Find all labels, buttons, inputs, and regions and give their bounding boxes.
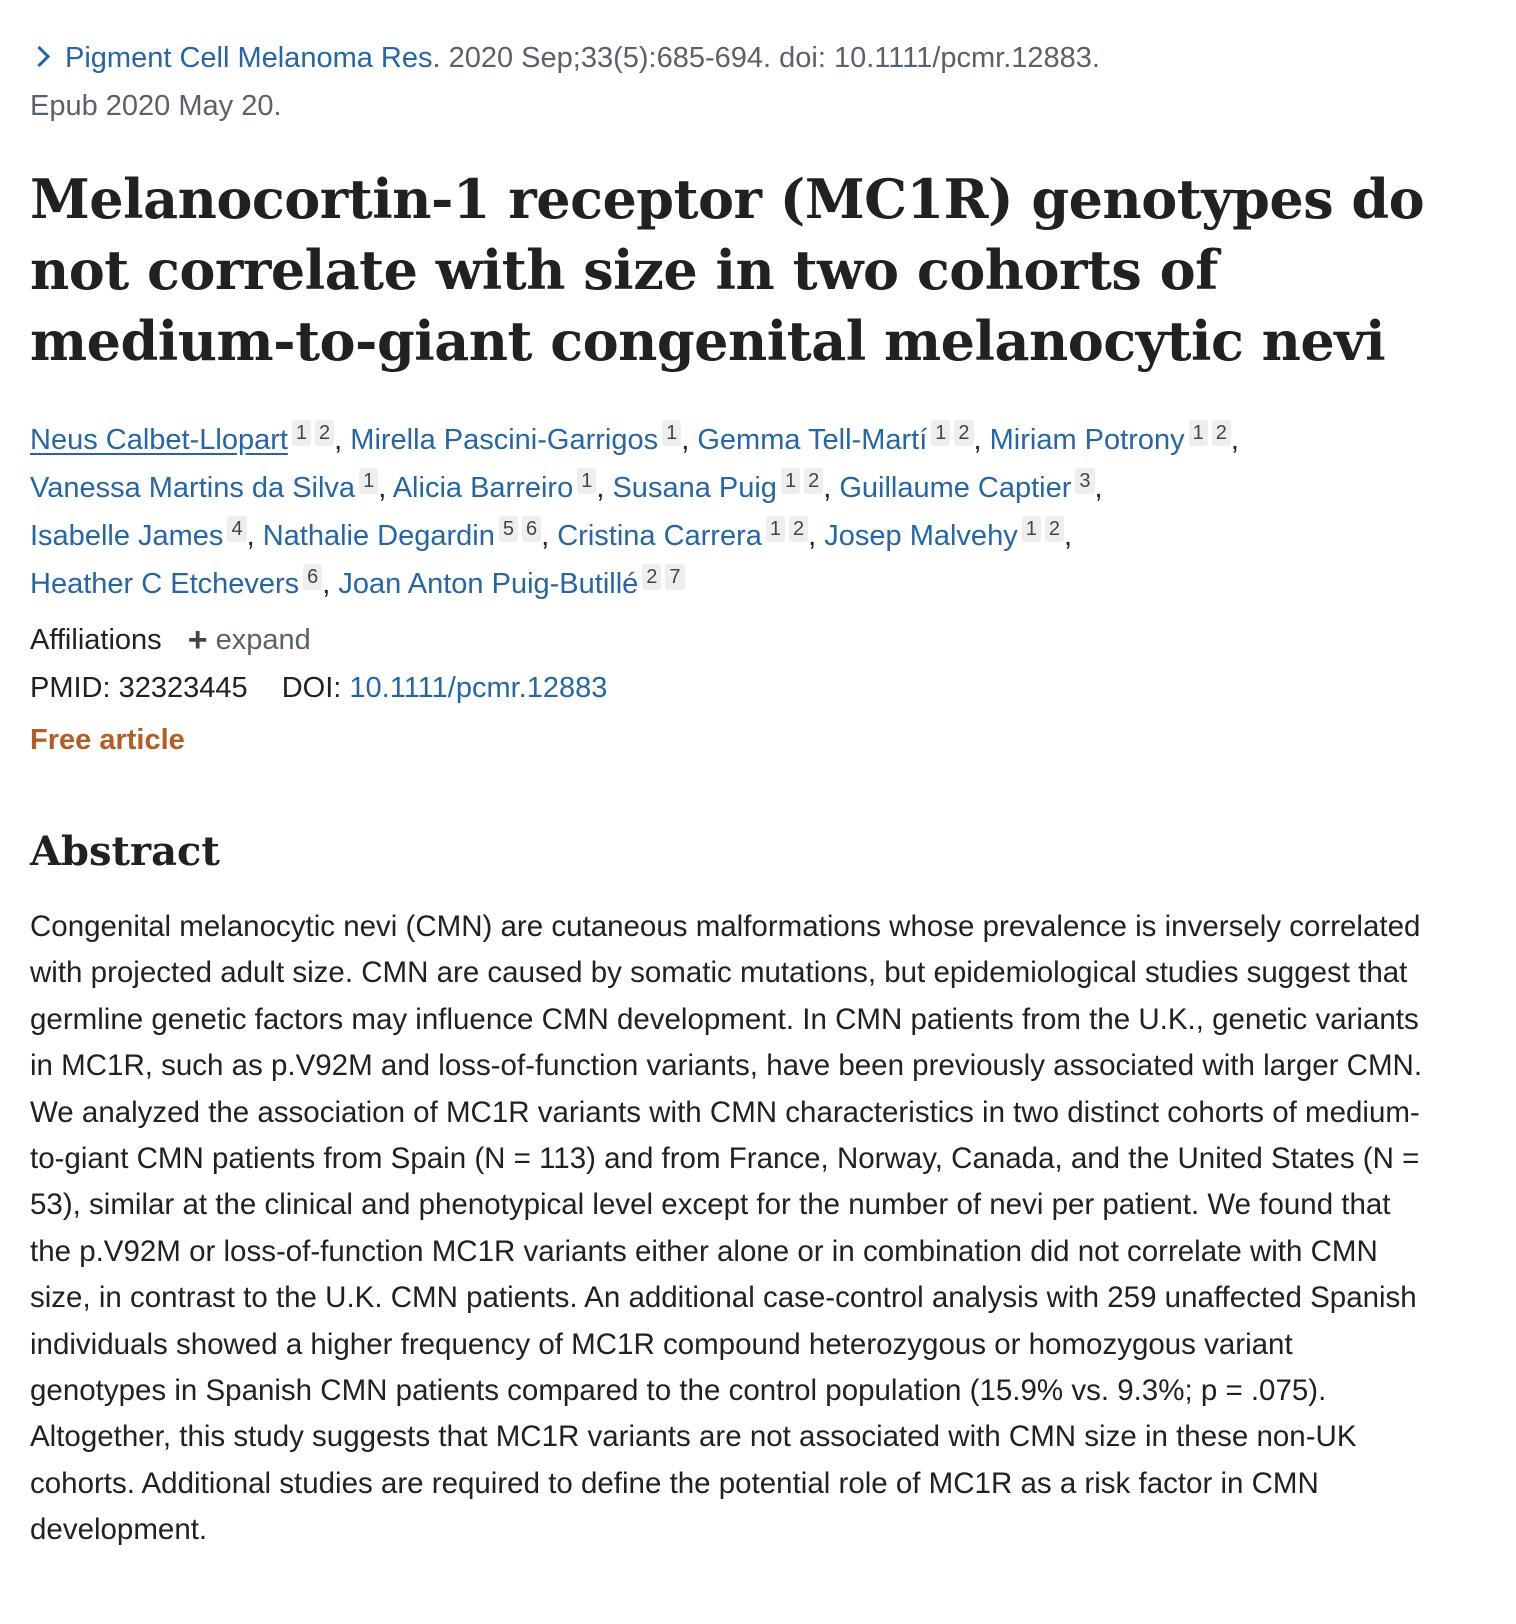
author-name-link[interactable]: Miriam Potrony — [989, 424, 1185, 456]
affiliation-number[interactable]: 1 — [577, 468, 596, 494]
author-name-link[interactable]: Isabelle James — [30, 520, 224, 552]
author-separator: , — [1094, 472, 1103, 504]
author-name-link[interactable]: Josep Malvehy — [824, 520, 1018, 552]
chevron-right-icon[interactable] — [29, 46, 50, 67]
author-item — [263, 520, 549, 552]
author-separator: , — [823, 472, 832, 504]
affiliation-number[interactable]: 2 — [954, 420, 973, 446]
author-name-link[interactable]: Mirella Pascini-Garrigos — [350, 424, 659, 456]
author-name-link[interactable]: Guillaume Captier — [839, 472, 1072, 504]
author-item — [557, 520, 816, 552]
author-item — [30, 520, 255, 552]
author-separator: , — [973, 424, 982, 456]
epub-date: Epub 2020 May 20. — [30, 90, 282, 122]
author-name-link[interactable]: Nathalie Degardin — [262, 520, 495, 552]
affiliation-number[interactable]: 1 — [359, 468, 378, 494]
author-separator: , — [808, 520, 817, 552]
doi-link[interactable]: 10.1111/pcmr.12883 — [349, 672, 608, 704]
author-item — [30, 472, 386, 504]
author-item — [824, 520, 1072, 552]
author-name-link[interactable]: Gemma Tell-Martí — [697, 424, 928, 456]
author-item — [839, 472, 1102, 504]
author-separator: , — [596, 472, 605, 504]
affiliation-number[interactable]: 1 — [766, 516, 785, 542]
author-name-link[interactable]: Alicia Barreiro — [392, 472, 574, 504]
author-separator: , — [334, 424, 343, 456]
journal-link[interactable]: Pigment Cell Melanoma Res. — [65, 42, 441, 74]
affiliation-number[interactable]: 6 — [522, 516, 541, 542]
citation-details: 2020 Sep;33(5):685-694. doi: 10.1111/pcmr.12883. — [440, 42, 1100, 74]
author-separator: , — [681, 424, 690, 456]
author-list — [30, 416, 1470, 608]
author-separator: , — [1063, 520, 1073, 552]
author-name-link[interactable]: Cristina Carrera — [557, 520, 762, 552]
affiliation-number[interactable]: 1 — [292, 420, 311, 446]
abstract-text: Congenital melanocytic nevi (CMN) are cutaneous malformations whose prevalence is inversely correlated with projected adult size. CMN are caused by somatic mutations, but epidemiological studies suggest that germline genetic factors may influence CMN development. In CMN patients from the U.K., genetic variants in MC1R, such as p.V92M and loss-of-function variants, have been previously associated with larger CMN. We analyzed the association of MC1R variants with CMN characteristics in two distinct cohorts of medium-to-giant CMN patients from Spain (N = 113) and from France, Norway, Canada, and the United States (N = 53), similar at the clinical and phenotypical level except for the number of nevi per patient. We found that the p.V92M or loss-of-function MC1R variants either alone or in combination did not correlate with CMN size, in contrast to the U.K. CMN patients. An additional case-control analysis with 259 unaffected Spanish individuals showed a higher frequency of MC1R compound heterozygous or homozygous variant genotypes in Spanish CMN patients compared to the control population (15.9% vs. 9.3%; p = .075). Altogether, this study suggests that MC1R variants are not associated with CMN size in these non-UK cohorts. Additional studies are required to define the potential role of MC1R as a risk factor in CMN development. — [30, 910, 1423, 1547]
affiliations-row — [30, 616, 311, 662]
affiliations-expand-button[interactable] — [187, 621, 311, 659]
author-name-link[interactable]: Neus Calbet-Llopart — [30, 424, 288, 456]
affiliation-number[interactable]: 2 — [642, 564, 661, 590]
affiliation-number[interactable]: 4 — [227, 516, 246, 542]
author-separator: , — [1230, 424, 1239, 456]
author-item — [338, 568, 684, 600]
affiliation-number[interactable]: 1 — [781, 468, 800, 494]
pmid-label: PMID: — [30, 672, 111, 704]
affiliations-label: Affiliations — [30, 624, 162, 656]
identifiers-row — [30, 666, 607, 710]
affiliation-number[interactable]: 2 — [1212, 420, 1231, 446]
pmid-value: 32323445 — [118, 672, 248, 704]
author-item — [30, 568, 330, 600]
author-separator: , — [378, 472, 387, 504]
affiliation-number[interactable]: 5 — [499, 516, 518, 542]
author-separator: , — [541, 520, 550, 552]
author-item — [990, 424, 1239, 456]
affiliation-number[interactable]: 1 — [662, 420, 681, 446]
affiliation-number[interactable]: 3 — [1075, 468, 1094, 494]
author-separator: , — [322, 568, 331, 600]
author-name-link[interactable]: Vanessa Martins da Silva — [30, 472, 356, 504]
affiliation-number[interactable]: 1 — [1189, 420, 1208, 446]
affiliation-number[interactable]: 1 — [1022, 516, 1041, 542]
affiliation-number[interactable]: 2 — [804, 468, 823, 494]
affiliation-number[interactable]: 6 — [303, 564, 322, 590]
doi-label: DOI: — [281, 672, 342, 704]
author-name-link[interactable]: Joan Anton Puig-Butillé — [338, 568, 639, 600]
affiliation-number[interactable]: 2 — [789, 516, 808, 542]
author-item — [612, 472, 831, 504]
affiliation-number[interactable]: 2 — [315, 420, 334, 446]
author-item — [350, 424, 689, 456]
author-item — [30, 424, 342, 456]
author-name-link[interactable]: Susana Puig — [612, 472, 777, 504]
author-item — [393, 472, 605, 504]
affiliation-number[interactable]: 7 — [665, 564, 684, 590]
author-item — [697, 424, 981, 456]
plus-icon: + — [187, 621, 208, 659]
free-article-badge: Free article — [30, 724, 185, 756]
expand-label: expand — [215, 624, 311, 656]
author-separator: , — [246, 520, 255, 552]
article-title: Melanocortin-1 receptor (MC1R) genotypes do not correlate with size in two cohorts of medium-to-giant congenital melanocytic nevi — [30, 167, 1425, 373]
affiliation-number[interactable]: 1 — [931, 420, 950, 446]
author-name-link[interactable]: Heather C Etchevers — [30, 568, 300, 600]
affiliation-number[interactable]: 2 — [1045, 516, 1064, 542]
citation-line — [30, 34, 1470, 130]
abstract-heading: Abstract — [30, 828, 220, 875]
